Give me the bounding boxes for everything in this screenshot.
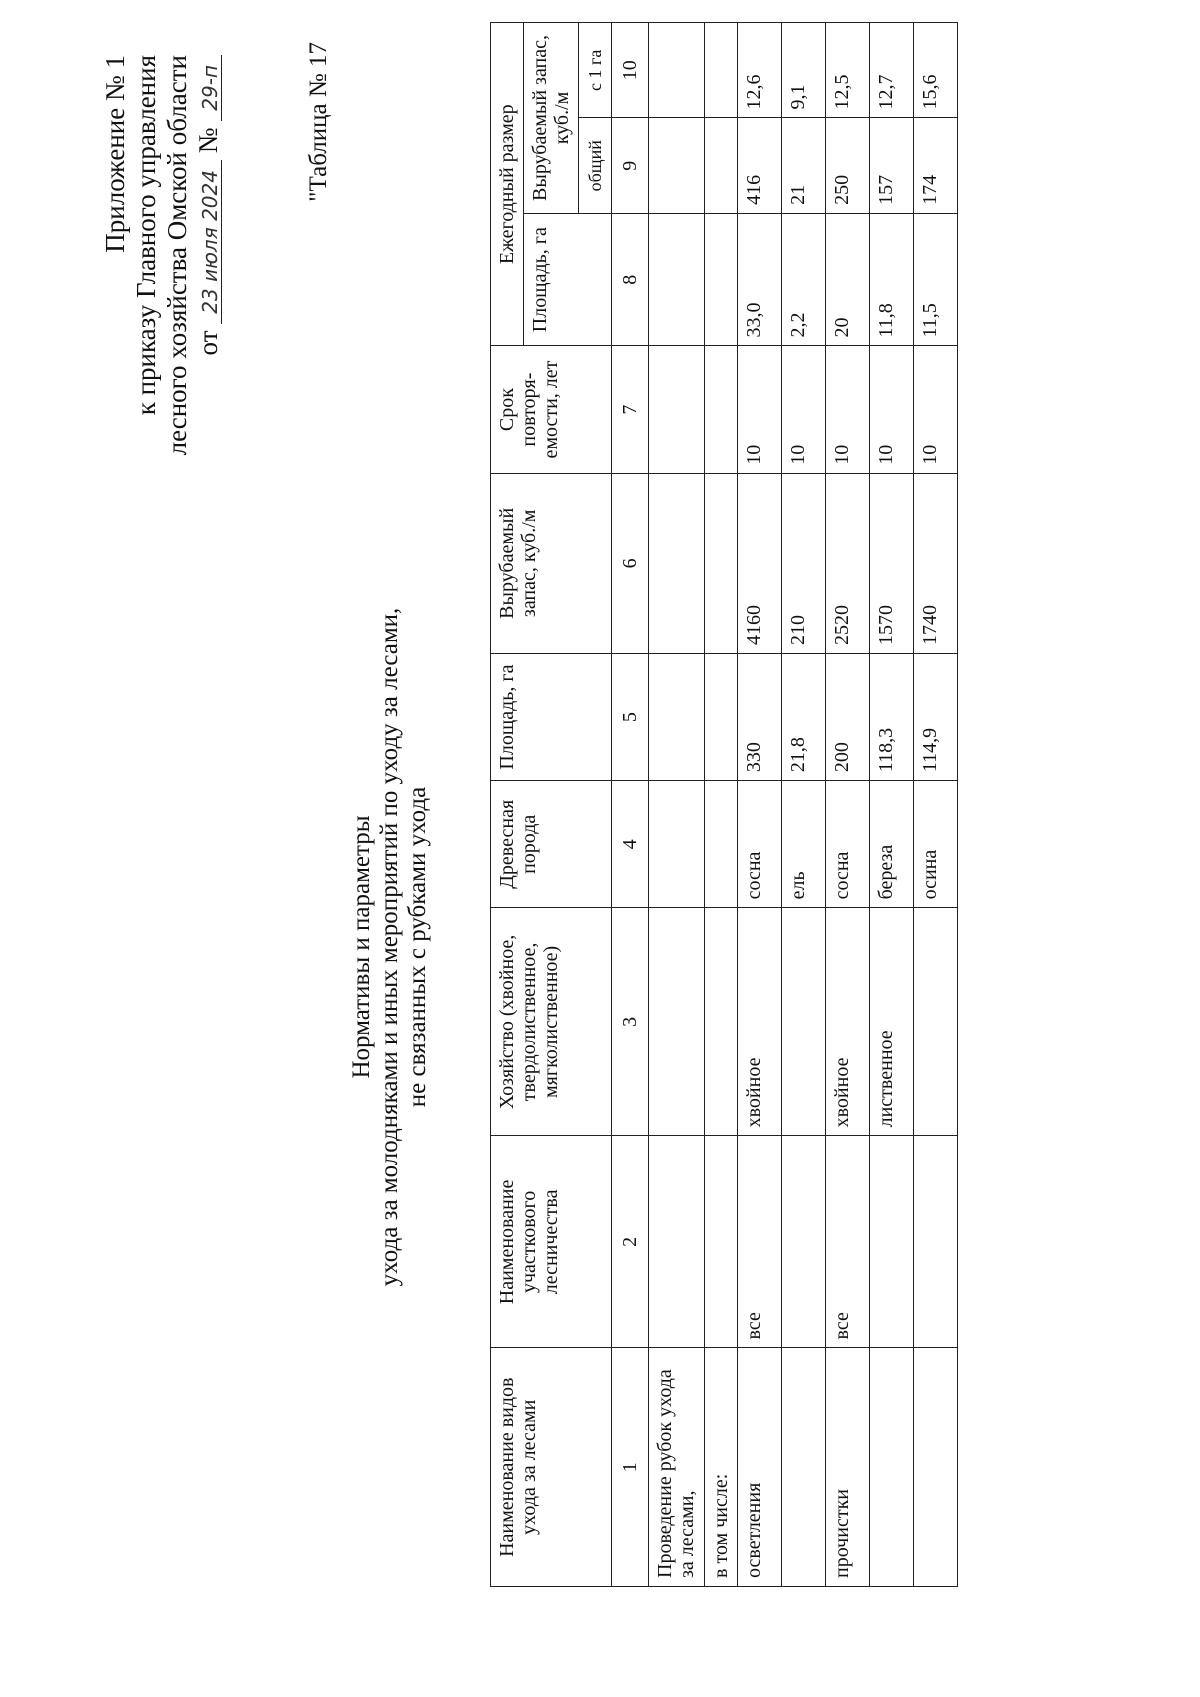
cell-farm-type [649, 908, 705, 1136]
cell-period: 10 [782, 346, 826, 473]
header-cell-annual-area: Площадь, га [524, 213, 612, 346]
cell-area: 114,9 [914, 653, 958, 780]
cell-care-type: в том числе: [705, 1348, 738, 1587]
handwritten-date: 23 июля 2024 [199, 160, 222, 324]
cell-area [649, 653, 705, 780]
column-number: 1 [612, 1348, 649, 1587]
header-cell-col1: Наименование видов ухода за лесами [491, 1348, 612, 1587]
column-number: 3 [612, 908, 649, 1136]
table-row [738, 23, 782, 1587]
cell-stock [705, 473, 738, 653]
cell-species: сосна [826, 781, 870, 908]
cell-species [705, 781, 738, 908]
title-line-1: Нормативы и параметры [348, 815, 375, 1079]
cell-area [705, 653, 738, 780]
header-cell-col4: Древесная порода [491, 781, 612, 908]
table-row [870, 23, 914, 1587]
header-date-line [193, 55, 224, 675]
cell-period [705, 346, 738, 473]
cell-annual-area: 20 [826, 213, 870, 346]
cell-area: 118,3 [870, 653, 914, 780]
cell-annual-per-ha: 12,5 [826, 23, 870, 119]
cell-annual-area [705, 213, 738, 346]
cell-annual-total: 174 [914, 118, 958, 213]
cell-care-type: осветления [738, 1348, 782, 1587]
cell-farm-type: лиственное [870, 908, 914, 1136]
cell-annual-total: 250 [826, 118, 870, 213]
column-number: 6 [612, 473, 649, 653]
cell-stock: 1570 [870, 473, 914, 653]
cell-annual-area: 2,2 [782, 213, 826, 346]
date-prefix: от [193, 330, 223, 356]
cell-annual-per-ha: 12,7 [870, 23, 914, 119]
header-cell-col5: Площадь, га [491, 653, 612, 780]
header-cell-col7: Срок повторя-емости, лет [491, 346, 612, 473]
table-row [914, 23, 958, 1587]
cell-annual-total: 21 [782, 118, 826, 213]
header-cell-col6: Вырубаемый запас, куб./м [491, 473, 612, 653]
cell-stock: 4160 [738, 473, 782, 653]
cell-care-type [914, 1348, 958, 1587]
cell-annual-area: 11,5 [914, 213, 958, 346]
cell-period [649, 346, 705, 473]
table-number: "Таблица № 17 [305, 42, 332, 202]
cell-species: ель [782, 781, 826, 908]
cell-annual-area: 11,8 [870, 213, 914, 346]
cell-period: 10 [738, 346, 782, 473]
cell-farm-type [914, 908, 958, 1136]
cell-species: береза [870, 781, 914, 908]
cell-forestry [705, 1136, 738, 1348]
table-row [782, 23, 826, 1587]
number-prefix: № [193, 127, 223, 154]
column-number: 10 [612, 23, 649, 119]
cell-annual-total: 416 [738, 118, 782, 213]
cell-annual-area: 33,0 [738, 213, 782, 346]
table-row [826, 23, 870, 1587]
cell-area: 200 [826, 653, 870, 780]
header-authority: лесного хозяйства Омской области [162, 55, 192, 456]
cell-forestry [870, 1136, 914, 1348]
cell-forestry: все [738, 1136, 782, 1348]
document-header [100, 55, 224, 675]
header-cell-col3: Хозяйство (хвойное, твердолиственное, мягколиственное) [491, 908, 612, 1136]
cell-species [649, 781, 705, 908]
cell-forestry [782, 1136, 826, 1348]
column-number: 5 [612, 653, 649, 780]
cell-annual-per-ha: 12,6 [738, 23, 782, 119]
table-row [649, 23, 705, 1587]
cell-area: 330 [738, 653, 782, 780]
cell-forestry [914, 1136, 958, 1348]
cell-annual-total [649, 118, 705, 213]
cell-stock: 210 [782, 473, 826, 653]
cell-area: 21,8 [782, 653, 826, 780]
column-number-row [612, 23, 649, 1587]
header-order: к приказу Главного управления [131, 55, 161, 416]
header-cell-annual-stock: Вырубаемый запас, куб./м [524, 23, 579, 214]
cell-period: 10 [914, 346, 958, 473]
cell-forestry [649, 1136, 705, 1348]
column-number: 2 [612, 1136, 649, 1348]
cell-farm-type [782, 908, 826, 1136]
cell-species: сосна [738, 781, 782, 908]
cell-stock [649, 473, 705, 653]
column-number: 9 [612, 118, 649, 213]
cell-care-type [782, 1348, 826, 1587]
cell-annual-total: 157 [870, 118, 914, 213]
cell-annual-per-ha [649, 23, 705, 119]
cell-annual-per-ha: 15,6 [914, 23, 958, 119]
header-annex: Приложение № 1 [100, 55, 130, 253]
cell-care-type [870, 1348, 914, 1587]
cell-farm-type: хвойное [738, 908, 782, 1136]
title-line-2: ухода за молодняками и иных мероприятий по уходу за лесами, [376, 607, 403, 1287]
cell-forestry: все [826, 1136, 870, 1348]
cell-annual-total [705, 118, 738, 213]
header-cell-annual-per-ha: с 1 га [579, 23, 612, 119]
cell-species: осина [914, 781, 958, 908]
document-title [348, 437, 432, 1457]
header-cell-col2: Наименование участкового лесничества [491, 1136, 612, 1348]
title-line-3: не связанных с рубками ухода [404, 786, 431, 1108]
cell-care-type: Проведение рубок ухода за лесами, [649, 1348, 705, 1587]
header-cell-annual-total: общий [579, 118, 612, 213]
cell-annual-per-ha: 9,1 [782, 23, 826, 119]
column-number: 7 [612, 346, 649, 473]
cell-annual-per-ha [705, 23, 738, 119]
cell-period: 10 [870, 346, 914, 473]
column-number: 8 [612, 213, 649, 346]
cell-stock: 1740 [914, 473, 958, 653]
header-cell-annual: Ежегодный размер [491, 23, 524, 346]
column-number: 4 [612, 781, 649, 908]
table-row [705, 23, 738, 1587]
cell-care-type: прочистки [826, 1348, 870, 1587]
handwritten-number: 29-п [199, 55, 222, 121]
cell-period: 10 [826, 346, 870, 473]
cell-farm-type [705, 908, 738, 1136]
norms-table [490, 22, 958, 1587]
cell-stock: 2520 [826, 473, 870, 653]
cell-farm-type: хвойное [826, 908, 870, 1136]
cell-annual-area [649, 213, 705, 346]
